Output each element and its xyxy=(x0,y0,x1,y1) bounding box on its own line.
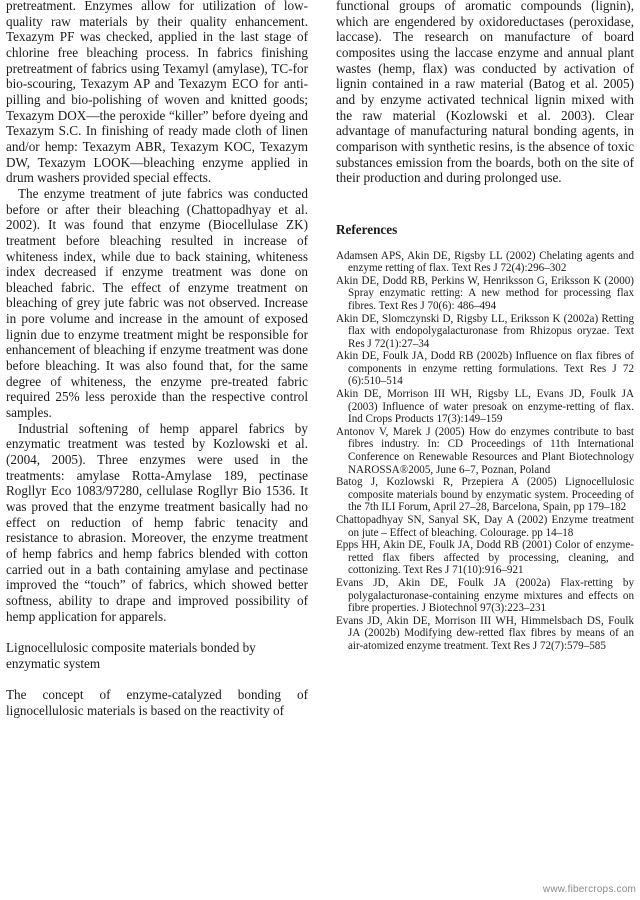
reference-entry: Akin DE, Slomczynski D, Rigsby LL, Eriksson K (2002a) Retting flax with endopolygalacturonase from Rhizopus oryzae. Text Res J 72(1):27–34 xyxy=(336,312,634,350)
body-paragraph: The concept of enzyme-catalyzed bonding of lignocellulosic materials is based on the reactivity of xyxy=(6,687,308,719)
reference-list xyxy=(336,250,634,653)
reference-entry: Evans JD, Akin DE, Morrison III WH, Himmelsbach DS, Foulk JA (2002b) Modifying dew-retted flax fibres by means of an air-atomized enzyme treatment. Text Res J 72(7):579–585 xyxy=(336,614,634,652)
left-column xyxy=(6,0,308,719)
reference-entry: Akin DE, Morrison III WH, Rigsby LL, Evans JD, Foulk JA (2003) Influence of water presoak on enzyme-retting of flax. Ind Crops Products 17(3):149–159 xyxy=(336,388,634,426)
reference-entry: Evans JD, Akin DE, Foulk JA (2002a) Flax-retting by polygalacturonase-containing enzyme mixtures and effects on fibre properties. J Biotechnol 97(3):223–231 xyxy=(336,576,634,615)
reference-entry: Akin DE, Dodd RB, Perkins W, Henriksson G, Eriksson K (2000) Spray enzymatic retting: A new method for processing flax fibres. Text Res J 70(6): 486–494 xyxy=(336,274,634,312)
reference-entry: Epps HH, Akin DE, Foulk JA, Dodd RB (2001) Color of enzyme-retted flax fibers affected by processing, cleaning, and cottonizing. Text Res J 71(10):916–921 xyxy=(336,539,634,577)
right-column xyxy=(336,0,634,653)
references-heading: References xyxy=(336,221,398,237)
reference-entry: Akin DE, Foulk JA, Dodd RB (2002b) Influence on flax fibres of components in enzyme retting formulations. Text Res J 72 (6):510–514 xyxy=(336,350,634,388)
section-subheading: Lignocellulosic composite materials bonded by enzymatic system xyxy=(6,640,256,671)
reference-entry: Antonov V, Marek J (2005) How do enzymes contribute to bast fibres industry. In: CD Proceedings of 11th International Conference on Renewable Resources and Plant Biotechnology NAROSSA®2005, June 6–7, Poznan, Poland xyxy=(336,425,634,476)
reference-entry: Adamsen APS, Akin DE, Rigsby LL (2002) Chelating agents and enzyme retting of flax. Text Res J 72(4):296–302 xyxy=(336,249,634,275)
body-paragraph: Industrial softening of hemp apparel fabrics by enzymatic treatment was tested by Kozlowski et al. (2004, 2005). Three enzymes were used in the treatments: amylase Rotta-Amylase 189, pectinase Rogllyr Eco 1083/97280, cellulase Rogllyr Bio 1536. It was proved that the enzyme treatment basically had no effect on reduction of hemp fabric tenacity and resistance to abrasion. Moreover, the enzyme treatment of hemp fabrics and hemp fabrics blended with cotton carried out in a bath containing amylase and pectinase improved the “touch” of fabrics, which showed better softness, ability to drape and improved possibility of hemp application for apparels. xyxy=(6,420,308,624)
reference-entry: Chattopadhyay SN, Sanyal SK, Day A (2002) Enzyme treatment on jute – Effect of bleaching. Colourage. pp 14–18 xyxy=(336,514,634,539)
watermark: www.fibercrops.com xyxy=(542,884,636,895)
reference-entry: Batog J, Kozlowski R, Przepiera A (2005) Lignocellulosic composite materials bound by enzymatic system. Proceeding of the 7th ILI Forum, April 27–28, Barcelona, Spain, pp 179–182 xyxy=(336,476,634,514)
body-paragraph: functional groups of aromatic compounds (lignin), which are engendered by oxidoreductases (peroxidase, laccase). The research on manufacture of board composites using the laccase enzyme and annual plant wastes (hemp, flax) was conducted by activation of lignin contained in a raw material (Batog et al. 2005) and by enzyme activated technical lignin mixed with the raw material (Kozlowski et al. 2003). Clear advantage of manufacturing natural bonding agents, in comparison with synthetic resins, is the absence of toxic substances emission from the boards, both on the site of their production and during prolonged use. xyxy=(336,0,634,186)
body-paragraph: The enzyme treatment of jute fabrics was conducted before or after their bleaching (Chattopadhyay et al. 2002). It was found that enzyme (Biocellulase ZK) treatment before bleaching resulted in increase of whiteness index, while due to back staining, whiteness index decreased if enzyme treatment was done on bleached fabric. The effect of enzyme treatment on bleaching of grey jute fabric was not observed. Increase in pore volume and increase in the amount of exposed lignin due to enzyme treatment might be responsible for enhancement of bleaching if enzyme treatment was done before bleaching. It was also found that, for the same degree of whiteness, the enzyme pre-treated fabric required 25% less peroxide than the respective control samples. xyxy=(6,185,308,421)
body-paragraph: pretreatment. Enzymes allow for utilization of low-quality raw materials by their quality enhancement. Texazym PF was checked, applied in the last stage of chlorine free bleaching process. In fabrics finishing pretreatment of fabrics using Texamyl (amylase), TC-for bio-scouring, Texazym AP and Texazym ECO for anti-pilling and bio-polishing of woven and knitted goods; Texazym DOX—the peroxide “killer” before dyeing and Texazym S.C. In finishing of ready made cloth of linen and/or hemp: Texazym ABR, Texazym KOC, Texazym DW, Texazym LOOK—bleaching enzyme applied in drum washers provided special effects. xyxy=(6,0,308,186)
